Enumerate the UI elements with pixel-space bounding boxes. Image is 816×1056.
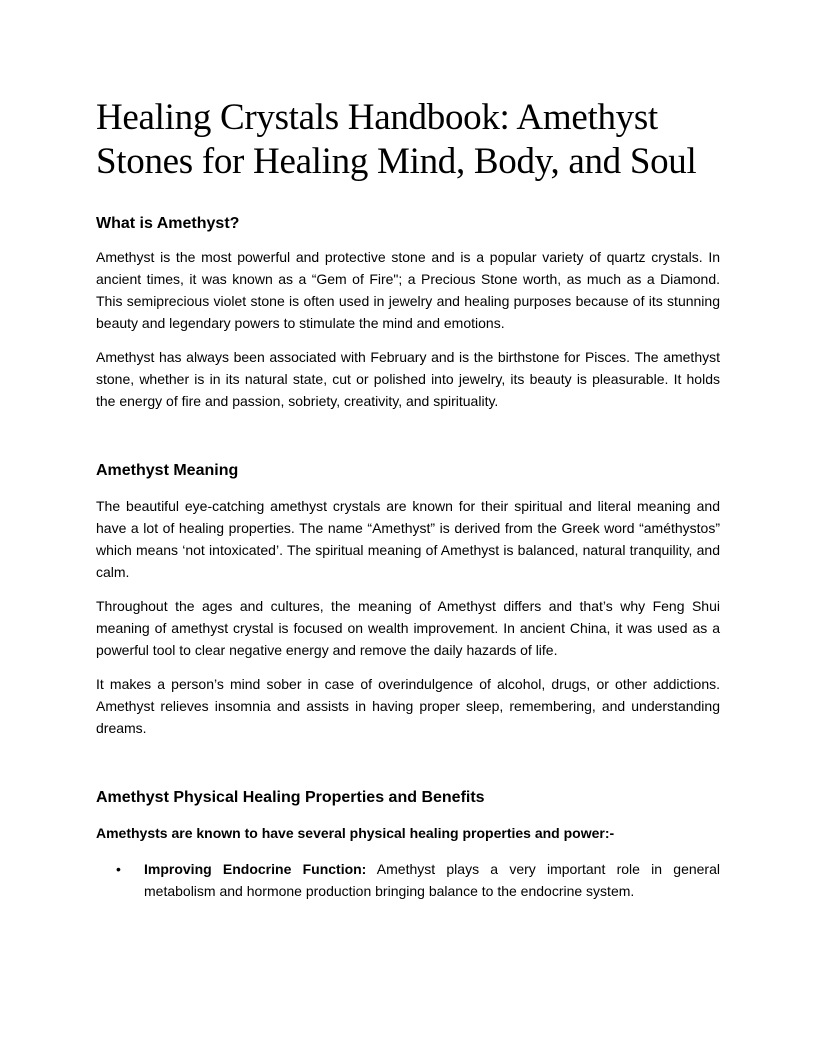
paragraph: The beautiful eye-catching amethyst crystals are known for their spiritual and literal meaning and have a lot of healing properties. The name “Amethyst” is derived from the Greek word “améthystos” which means ‘not intoxicated’. The spiritual meaning of Amethyst is balanced, natural tranquility, and calm. [96, 498, 720, 580]
section-heading-physical-healing: Amethyst Physical Healing Properties and Benefits [96, 789, 485, 806]
section-spacer [96, 751, 720, 788]
section-spacer [96, 424, 720, 461]
bullet-list [96, 858, 720, 902]
bullet-term: Improving Endocrine Function: [144, 861, 367, 877]
document-page [96, 96, 720, 902]
paragraph: It makes a person’s mind sober in case of overindulgence of alcohol, drugs, or other addictions. Amethyst relieves insomnia and assists in having proper sleep, remembering, and understanding dreams. [96, 676, 720, 736]
paragraph: Throughout the ages and cultures, the meaning of Amethyst differs and that’s why Feng Shui meaning of amethyst crystal is focused on wealth improvement. In ancient China, it was used as a powerful tool to clear negative energy and remove the daily hazards of life. [96, 598, 720, 658]
document-title: Healing Crystals Handbook: Amethyst Stones for Healing Mind, Body, and Soul [96, 97, 697, 182]
section-heading-amethyst-meaning: Amethyst Meaning [96, 462, 239, 479]
bullet-text: Amethyst plays a very important role in general metabolism and hormone production bringing balance to the endocrine system. [144, 861, 720, 899]
paragraph: Amethyst is the most powerful and protective stone and is a popular variety of quartz crystals. In ancient times, it was known as a “Gem of Fire"; a Precious Stone worth, as much as a Diamond. This semiprecious violet stone is often used in jewelry and healing purposes because of its stunning beauty and legendary powers to stimulate the mind and emotions. [96, 249, 720, 331]
section-lead: Amethysts are known to have several physical healing properties and power:- [96, 825, 615, 841]
section-heading-what-is-amethyst: What is Amethyst? [96, 215, 240, 232]
bullet-icon: • [116, 861, 121, 877]
list-item [96, 858, 720, 902]
paragraph: Amethyst has always been associated with February and is the birthstone for Pisces. The amethyst stone, whether is in its natural state, cut or polished into jewelry, its beauty is pleasurable. It holds the energy of fire and passion, sobriety, creativity, and spirituality. [96, 349, 720, 409]
